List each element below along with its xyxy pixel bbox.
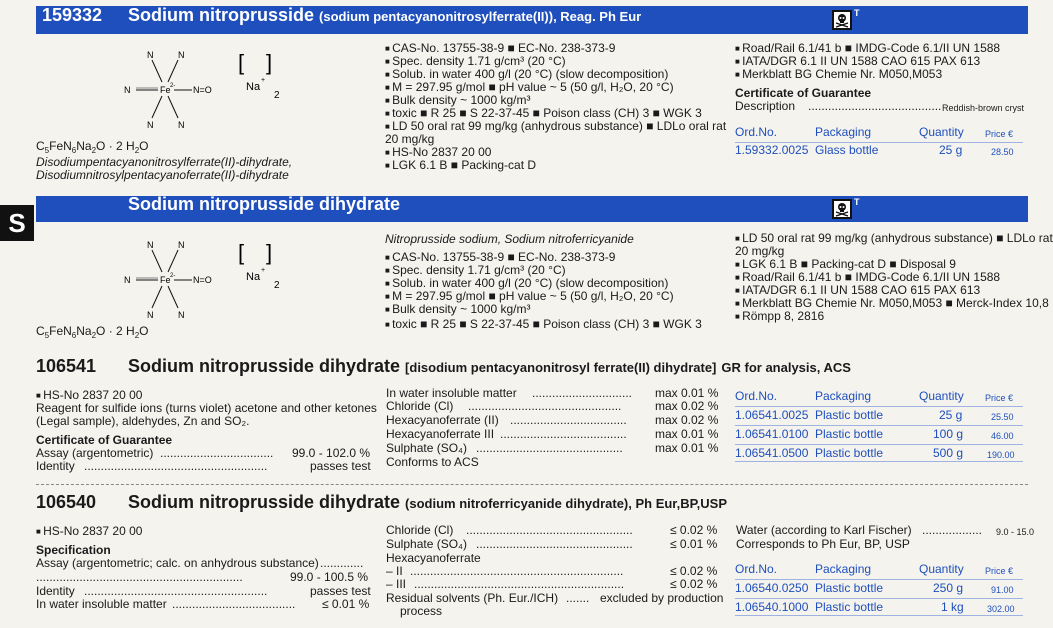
structure-diagram-1 xyxy=(116,46,306,140)
spec-label: Hexacyanoferrate III xyxy=(386,427,495,441)
nitrosyl-label: N=O xyxy=(193,85,212,95)
spec-label: Sulphate (SO₄) xyxy=(386,441,467,455)
table-row[interactable]: 1.06540.1000 Plastic bottle 1 kg 302.00 xyxy=(735,598,1023,616)
spec-label: Assay (argentometric) xyxy=(36,446,154,460)
spec-value: max 0.01 % xyxy=(655,441,719,455)
spec-label: Sulphate (SO₄) xyxy=(386,537,467,551)
cert-heading: Certificate of Guarantee xyxy=(36,433,173,447)
prop-line: ■ Merkblatt BG Chemie Nr. M050,M053 ■ Merck-Index 10,8 xyxy=(735,297,1028,311)
spec-label: Assay (argentometric; calc. on anhydrous substance) xyxy=(36,556,319,570)
prop-line: ■ Road/Rail 6.1/41 b ■ IMDG-Code 6.1/II UN 1588 xyxy=(735,271,1000,285)
hs-number: ■ HS-No 2837 20 00 xyxy=(36,389,142,403)
svg-text:Na: Na xyxy=(246,271,261,283)
svg-text:N: N xyxy=(147,240,154,250)
product-header-159332 xyxy=(36,6,1028,34)
svg-text:N=O: N=O xyxy=(193,275,212,285)
fe-charge-label: 2- xyxy=(170,83,176,89)
table-row[interactable]: 1.06541.0100 Plastic bottle 100 g 46.00 xyxy=(735,425,1023,442)
order-table-106541: Ord.No. Packaging Quantity Price € 1.06541.0025 Plastic bottle 25 g 25.50 1.06541.0100 Plastic bottle 100 g 46.00 1.06541.0500 Plastic bottle 500 g 190.00 xyxy=(735,390,1023,464)
svg-text:N: N xyxy=(147,310,154,320)
svg-text:[: [ xyxy=(238,240,245,265)
spec-label: Water (according to Karl Fischer) xyxy=(736,523,912,537)
cyano-left-label: N xyxy=(124,85,131,95)
hazard-class-label: T xyxy=(854,8,860,18)
table-row[interactable]: 1.06541.0500 Plastic bottle 500 g 190.00 xyxy=(735,444,1023,462)
svg-text:]: ] xyxy=(266,240,273,265)
section-tab-s[interactable]: S xyxy=(0,205,34,241)
spec-value: max 0.01 % xyxy=(655,427,719,441)
prop-line: ■ Spec. density 1.71 g/cm³ (20 °C) xyxy=(385,264,566,278)
formula-2: $C_5FeN_6Na_2O \cdot 2$ $H_2O$ xyxy=(36,324,149,340)
spec-heading: Specification xyxy=(36,543,111,557)
prop-line: ■ Spec. density 1.71 g/cm³ (20 °C) xyxy=(385,55,566,69)
col-qty-header: Quantity xyxy=(919,125,964,139)
svg-text:2: 2 xyxy=(274,280,280,291)
product-title: Sodium nitroprusside dihydrate xyxy=(128,194,401,214)
col-price-header: Price € xyxy=(985,129,1014,139)
spec-value: ≤ 0.02 % xyxy=(670,564,718,578)
cert-heading: Certificate of Guarantee xyxy=(735,86,872,100)
spec-value: 99.0 - 100.5 % xyxy=(290,570,369,584)
spec-value: max 0.02 % xyxy=(655,413,719,427)
spec-value: 9.0 - 15.0 xyxy=(996,527,1035,537)
formula-1: $C_5FeN_6Na_2O \cdot 2$ $H_2O$ xyxy=(36,139,149,155)
prop-line: ■ Bulk density ~ 1000 kg/m³ xyxy=(385,303,530,317)
svg-text:+: + xyxy=(261,77,266,84)
order-table-106540: Ord.No. Packaging Quantity Price € 1.06540.0250 Plastic bottle 250 g 91.00 1.06540.1000 Plastic bottle 1 kg 302.00 xyxy=(735,563,1023,619)
transport-line: ■ Road/Rail 6.1/41 b ■ IMDG-Code 6.1/II UN 1588 xyxy=(735,42,1000,56)
prop-line: 20 mg/kg xyxy=(385,132,435,146)
prop-line: ■ LGK 6.1 B ■ Packing-cat D ■ Disposal 9 xyxy=(735,258,956,272)
spec-value: excluded by production xyxy=(600,591,724,605)
spec-label: – II xyxy=(386,564,403,578)
product-title: Sodium nitroprusside dihydrate [disodium pentacyanonitrosyl ferrate(II) dihydrate] GR for analysis, ACS xyxy=(128,356,851,376)
conforms-line: Conforms to ACS xyxy=(386,455,479,469)
spec-label: Identity xyxy=(36,459,75,473)
svg-text:N: N xyxy=(178,120,185,130)
synonym-2: Disodiumnitrosylpentacyanoferrate(II)-dihydrate xyxy=(36,168,289,182)
transport-line: ■ Merkblatt BG Chemie Nr. M050,M053 xyxy=(735,68,942,82)
spec-label: Chloride (Cl) xyxy=(386,399,454,413)
cert-description-value: Reddish-brown cryst xyxy=(942,103,1025,113)
spec-value: passes test xyxy=(310,459,371,473)
col-ord-header: Ord.No. xyxy=(735,125,778,139)
spec-value: max 0.02 % xyxy=(655,399,719,413)
svg-text:N: N xyxy=(124,275,131,285)
synonyms-2: Nitroprusside sodium, Sodium nitroferricyanide xyxy=(385,232,634,246)
fe-atom-label: Fe xyxy=(160,85,171,95)
prop-line: ■ toxic ■ R 25 ■ S 22-37-45 ■ Poison class (CH) 3 ■ WGK 3 xyxy=(385,107,702,121)
product-number: 106541 xyxy=(36,356,97,376)
prop-line: ■ LGK 6.1 B ■ Packing-cat D xyxy=(385,159,536,173)
reagent-line: Reagent for sulfide ions (turns violet) acetone and other ketones xyxy=(36,401,377,415)
svg-text:N: N xyxy=(147,120,154,130)
prop-line: ■ CAS-No. 13755-38-9 ■ EC-No. 238-373-9 xyxy=(385,251,615,265)
synonym-1: Disodiumpentacyanonitrosylferrate(II)-dihydrate, xyxy=(36,155,293,169)
svg-text:N: N xyxy=(178,310,185,320)
spec-value: ≤ 0.02 % xyxy=(670,523,718,537)
svg-text:Fe: Fe xyxy=(160,275,171,285)
prop-line: 20 mg/kg xyxy=(735,244,785,258)
spec-value: ≤ 0.01 % xyxy=(670,537,718,551)
product-number: 159332 xyxy=(42,5,103,25)
prop-line: ■ Römpp 8, 2816 xyxy=(735,310,824,324)
spec-value: ≤ 0.02 % xyxy=(670,577,718,591)
prop-line: ■ Solub. in water 400 g/l (20 °C) (slow decomposition) xyxy=(385,277,668,291)
spec-label: – III xyxy=(386,577,407,591)
prop-line: ■ toxic ■ R 25 ■ S 22-37-45 ■ Poison class (CH) 3 ■ WGK 3 xyxy=(385,318,702,332)
prop-line: ■ CAS-No. 13755-38-9 ■ EC-No. 238-373-9 xyxy=(385,42,615,56)
spec-value: max 0.01 % xyxy=(655,386,719,400)
svg-text:+: + xyxy=(261,267,266,274)
hazard-class-label: T xyxy=(854,197,860,207)
table-row[interactable]: 1.06540.0250 Plastic bottle 250 g 91.00 xyxy=(735,579,1023,596)
svg-text:2: 2 xyxy=(274,90,280,101)
svg-text:]: ] xyxy=(266,50,273,75)
sodium-label: Na xyxy=(246,81,261,93)
product-header-dihydrate xyxy=(36,196,1028,222)
prop-line: ■ M = 297.95 g/mol ■ pH value ~ 5 (50 g/l, H₂O, 20 °C) xyxy=(385,81,674,95)
table-row[interactable]: 1.59332.0025 Glass bottle 25 g 28.50 xyxy=(735,142,1023,159)
product-title: Sodium nitroprusside dihydrate (sodium nitroferricyanide dihydrate), Ph Eur,BP,USP xyxy=(128,492,727,512)
transport-line: ■ IATA/DGR 6.1 II UN 1588 CAO 615 PAX 613 xyxy=(735,55,980,69)
table-row[interactable]: 1.06541.0025 Plastic bottle 25 g 25.50 xyxy=(735,406,1023,423)
svg-text:[: [ xyxy=(238,50,245,75)
spec-value: 99.0 - 102.0 % xyxy=(292,446,371,460)
divider xyxy=(36,484,1028,485)
hs-number: ■ HS-No 2837 20 00 xyxy=(36,525,142,539)
spec-label: Identity xyxy=(36,584,75,598)
structure-diagram-2 xyxy=(116,236,306,330)
toxic-skull-icon xyxy=(832,10,852,30)
spec-value: passes test xyxy=(310,584,371,598)
svg-text:N: N xyxy=(147,50,154,60)
product-title: Sodium nitroprusside (sodium pentacyanonitrosylferrate(II)), Reag. Ph Eur xyxy=(128,5,642,25)
prop-line: ■ LD 50 oral rat 99 mg/kg (anhydrous substance) ■ LDLo rat xyxy=(735,232,1028,246)
prop-line: ■ M = 297.95 g/mol ■ pH value ~ 5 (50 g/l, H₂O, 20 °C) xyxy=(385,290,674,304)
product-number: 106540 xyxy=(36,492,97,512)
prop-line: ■ HS-No 2837 20 00 xyxy=(385,146,491,160)
col-pack-header: Packaging xyxy=(815,125,872,139)
spec-label: In water insoluble matter xyxy=(386,386,517,400)
corresponds-line: Corresponds to Ph Eur, BP, USP xyxy=(736,537,910,551)
svg-text:N: N xyxy=(178,50,185,60)
prop-line: ■ IATA/DGR 6.1 II UN 1588 CAO 615 PAX 613 xyxy=(735,284,980,298)
spec-heading: Hexacyanoferrate xyxy=(386,551,481,565)
order-table-159332 xyxy=(735,124,1023,160)
prop-line: ■ Bulk density ~ 1000 kg/m³ xyxy=(385,94,530,108)
spec-value-cont: process xyxy=(400,604,443,618)
spec-label: Hexacyanoferrate (II) xyxy=(386,413,499,427)
svg-text:2-: 2- xyxy=(170,273,176,279)
prop-line: ■ Solub. in water 400 g/l (20 °C) (slow decomposition) xyxy=(385,68,668,82)
spec-label: In water insoluble matter xyxy=(36,597,167,611)
spec-value: ≤ 0.01 % xyxy=(322,597,370,611)
spec-label: Chloride (Cl) xyxy=(386,523,454,537)
toxic-skull-icon xyxy=(832,199,852,219)
prop-line: ■ LD 50 oral rat 99 mg/kg (anhydrous substance) ■ LDLo oral rat xyxy=(385,120,726,134)
cert-description-label: Description xyxy=(735,99,796,113)
svg-text:N: N xyxy=(178,240,185,250)
spec-label: Residual solvents (Ph. Eur./ICH) xyxy=(386,591,559,605)
reagent-line: (Legal sample), aldehydes, Zn and SO₂. xyxy=(36,414,250,428)
